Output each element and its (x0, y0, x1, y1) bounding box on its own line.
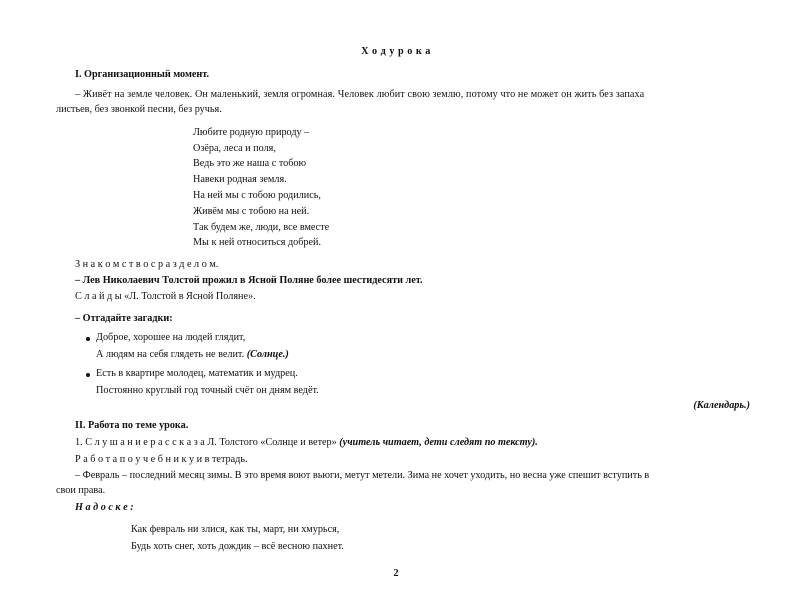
riddle-1-text: А людям на себя глядеть не велит. (96, 349, 245, 360)
riddle-1-answer: (Солнце.) (246, 349, 289, 360)
workbook-text: в тетрадь. (204, 454, 248, 465)
slides-line (75, 291, 256, 304)
intro-section-label: З н а к о м с т в о с р а з д е л о м. (75, 259, 219, 270)
intro-sentence: – Лев Николаевич Толстой прожил в Ясной Поляне более шестидесяти лет. (75, 275, 423, 286)
board-line: Как февраль ни злися, как ты, март, ни хмурься, (131, 524, 340, 535)
page-number: 2 (393, 568, 399, 579)
workbook-line (75, 454, 248, 467)
page-number-wrap (0, 568, 792, 581)
item1-label: С л у ш а н и е р а с с к а з а (85, 437, 205, 448)
section2-title: II. Работа по теме урока. (75, 420, 189, 431)
riddle-2-line1: Есть в квартире молодец, математик и мудрец. (96, 368, 298, 379)
riddle-2-line2: Постоянно круглый год точный счёт он дням ведёт. (96, 385, 319, 396)
bullet-icon (86, 373, 90, 377)
poem-line: Живём мы с тобою на ней. (193, 206, 310, 217)
item1-number: 1. (75, 437, 83, 448)
workbook-label: Р а б о т а п о у ч е б н и к у и (75, 454, 203, 465)
board-label: Н а д о с к е : (75, 502, 134, 513)
riddle-1-line2 (96, 349, 289, 362)
february-para-line2: свои права. (56, 485, 106, 496)
section1-intro-line1: – Живёт на земле человек. Он маленький, земля огромная. Человек любит свою землю, потому что не может он жить без запаха (75, 89, 645, 100)
poem-line: Навеки родная земля. (193, 174, 287, 185)
riddle-prompt: – Отгадайте загадки: (75, 313, 173, 324)
riddle-2-answer: (Календарь.) (693, 400, 750, 411)
listening-line (75, 437, 538, 450)
riddle-1-line1: Доброе, хорошее на людей глядит, (96, 332, 246, 343)
board-line: Будь хоть снег, хоть дождик – всё весною пахнет. (131, 541, 344, 552)
section1-intro-line2: листьев, без звонкой песни, без ручья. (56, 104, 222, 115)
poem-line: Любите родную природу – (193, 127, 310, 138)
poem-line: На ней мы с тобою родились, (193, 190, 321, 201)
lesson-heading (0, 46, 792, 59)
poem-line: Мы к ней относиться добрей. (193, 237, 322, 248)
item1-note: (учитель читает, дети следят по тексту). (339, 437, 538, 448)
section1-title: I. Организационный момент. (75, 69, 210, 80)
slides-title: «Л. Толстой в Ясной Поляне». (124, 291, 256, 302)
slides-label: С л а й д ы (75, 291, 122, 302)
bullet-icon (86, 337, 90, 341)
poem-line: Так будем же, люди, все вместе (193, 222, 330, 233)
poem-line: Ведь это же наша с тобою (193, 158, 307, 169)
lesson-heading-text: Х о д у р о к а (361, 46, 431, 57)
february-para-line1: – Февраль – последний месяц зимы. В это время воют вьюги, метут метели. Зима не хочет уходить, но весна уже спешит вступить в (75, 470, 650, 481)
item1-text: Л. Толстого «Солнце и ветер» (207, 437, 337, 448)
poem-line: Озёра, леса и поля, (193, 143, 276, 154)
